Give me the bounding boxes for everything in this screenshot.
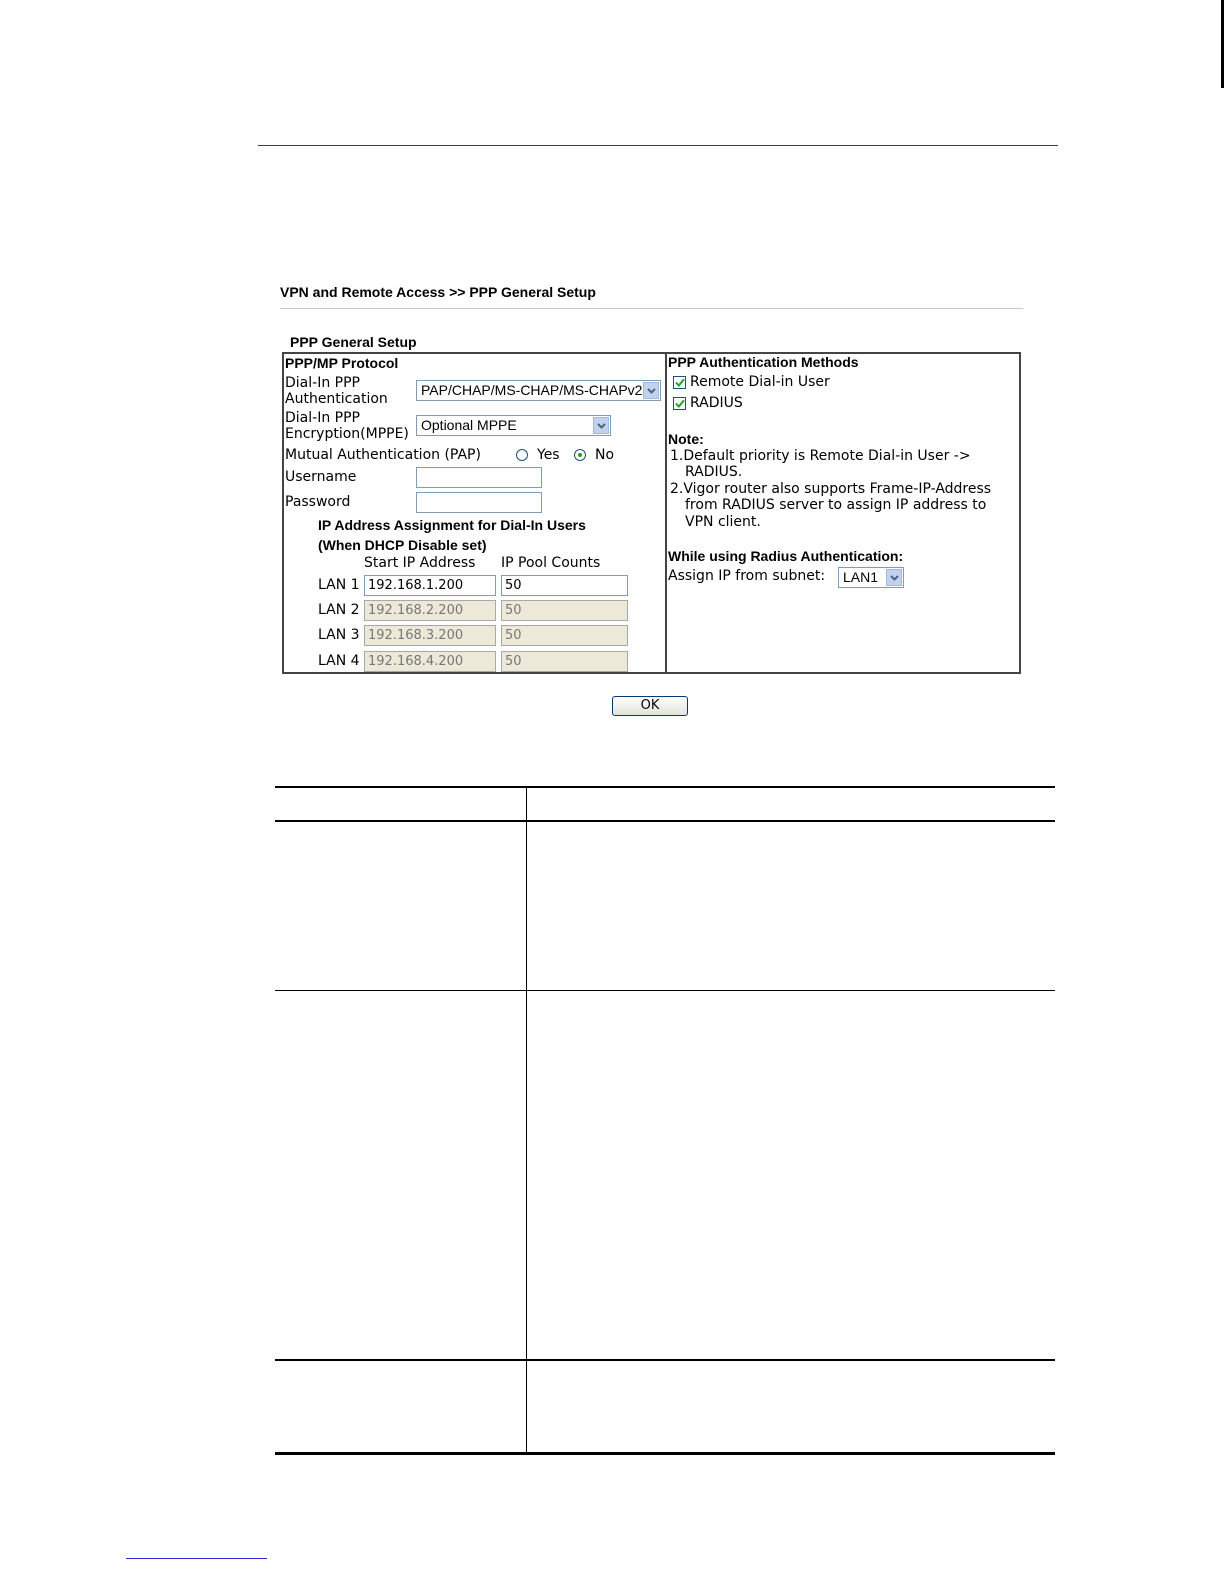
lan1-pool-count-input[interactable]: 50 <box>501 575 628 596</box>
chevron-down-icon <box>886 569 902 586</box>
dialin-auth-label-line2: Authentication <box>285 391 388 407</box>
assign-subnet-label: Assign IP from subnet: <box>668 568 826 584</box>
lan3-start-ip-input[interactable]: 192.168.3.200 <box>364 625 496 646</box>
lan4-start-ip-input[interactable]: 192.168.4.200 <box>364 651 496 672</box>
table-bottom-border <box>275 1452 1055 1455</box>
username-label: Username <box>285 469 357 485</box>
auth-methods-heading: PPP Authentication Methods <box>668 354 859 370</box>
radius-auth-heading: While using Radius Authentication: <box>668 548 904 564</box>
remote-dialin-checkbox[interactable] <box>673 376 686 389</box>
ip-assign-subheading: (When DHCP Disable set) <box>318 537 487 553</box>
ip-assign-heading: IP Address Assignment for Dial-In Users <box>318 517 586 533</box>
table-header-border <box>275 820 1055 822</box>
mutual-auth-no-radio[interactable] <box>574 449 586 461</box>
dialin-enc-label-line1: Dial-In PPP <box>285 410 360 426</box>
ok-button[interactable]: OK <box>612 696 688 716</box>
password-label: Password <box>285 494 351 510</box>
mutual-auth-yes-radio[interactable] <box>516 449 528 461</box>
radius-checkbox[interactable] <box>673 397 686 410</box>
ppp-mp-protocol-heading: PPP/MP Protocol <box>285 355 399 371</box>
check-icon <box>675 399 685 408</box>
section-title: PPP General Setup <box>290 334 417 350</box>
footer-link-underline <box>126 1558 267 1559</box>
mutual-auth-no-label: No <box>595 447 615 463</box>
note-1-line-2: RADIUS. <box>685 464 743 480</box>
note-2-line-3: VPN client. <box>685 514 761 530</box>
panel-divider <box>665 352 667 674</box>
breadcrumb: VPN and Remote Access >> PPP General Setup <box>280 284 596 300</box>
dialin-enc-label <box>285 410 409 442</box>
note-2-line-1: 2.Vigor router also supports Frame-IP-Address <box>670 481 992 497</box>
dialin-enc-selected: Optional MPPE <box>421 417 517 433</box>
lan3-label: LAN 3 <box>318 627 360 643</box>
start-ip-column-header: Start IP Address <box>364 555 476 571</box>
note-1-line-1: 1.Default priority is Remote Dial-in User -> <box>670 448 971 464</box>
lan1-label: LAN 1 <box>318 577 360 593</box>
mutual-auth-yes-label: Yes <box>537 447 560 463</box>
dialin-encryption-select[interactable] <box>416 415 611 436</box>
table-top-border <box>275 786 1055 788</box>
note-label: Note: <box>668 431 704 447</box>
lan2-pool-count-input[interactable]: 50 <box>501 600 628 621</box>
dialin-auth-select[interactable] <box>416 380 661 401</box>
breadcrumb-divider <box>280 308 1023 309</box>
radio-selected-dot <box>578 453 582 457</box>
dialin-auth-label <box>285 375 388 407</box>
chevron-down-icon <box>593 417 609 434</box>
lan2-start-ip-input[interactable]: 192.168.2.200 <box>364 600 496 621</box>
mutual-auth-label: Mutual Authentication (PAP) <box>285 447 481 463</box>
dialin-auth-label-line1: Dial-In PPP <box>285 375 360 391</box>
lan2-label: LAN 2 <box>318 602 360 618</box>
lan4-pool-count-input[interactable]: 50 <box>501 651 628 672</box>
dialin-auth-selected: PAP/CHAP/MS-CHAP/MS-CHAPv2 <box>421 382 643 398</box>
lan4-label: LAN 4 <box>318 653 360 669</box>
note-2-line-2: from RADIUS server to assign IP address to <box>685 497 987 513</box>
password-input[interactable] <box>416 492 542 513</box>
table-column-divider <box>526 786 527 1454</box>
header-rule <box>258 145 1058 146</box>
chevron-down-icon <box>643 382 659 399</box>
lan3-pool-count-input[interactable]: 50 <box>501 625 628 646</box>
remote-dialin-label: Remote Dial-in User <box>690 374 830 390</box>
dialin-enc-label-line2: Encryption(MPPE) <box>285 426 409 442</box>
radius-label: RADIUS <box>690 395 743 411</box>
table-row-divider <box>275 990 1055 991</box>
lan1-start-ip-input[interactable]: 192.168.1.200 <box>364 575 496 596</box>
assign-subnet-selected: LAN1 <box>843 569 879 585</box>
username-input[interactable] <box>416 467 542 488</box>
assign-subnet-select[interactable] <box>838 567 904 588</box>
table-row-divider <box>275 1359 1055 1361</box>
check-icon <box>675 378 685 387</box>
pool-counts-column-header: IP Pool Counts <box>501 555 601 571</box>
